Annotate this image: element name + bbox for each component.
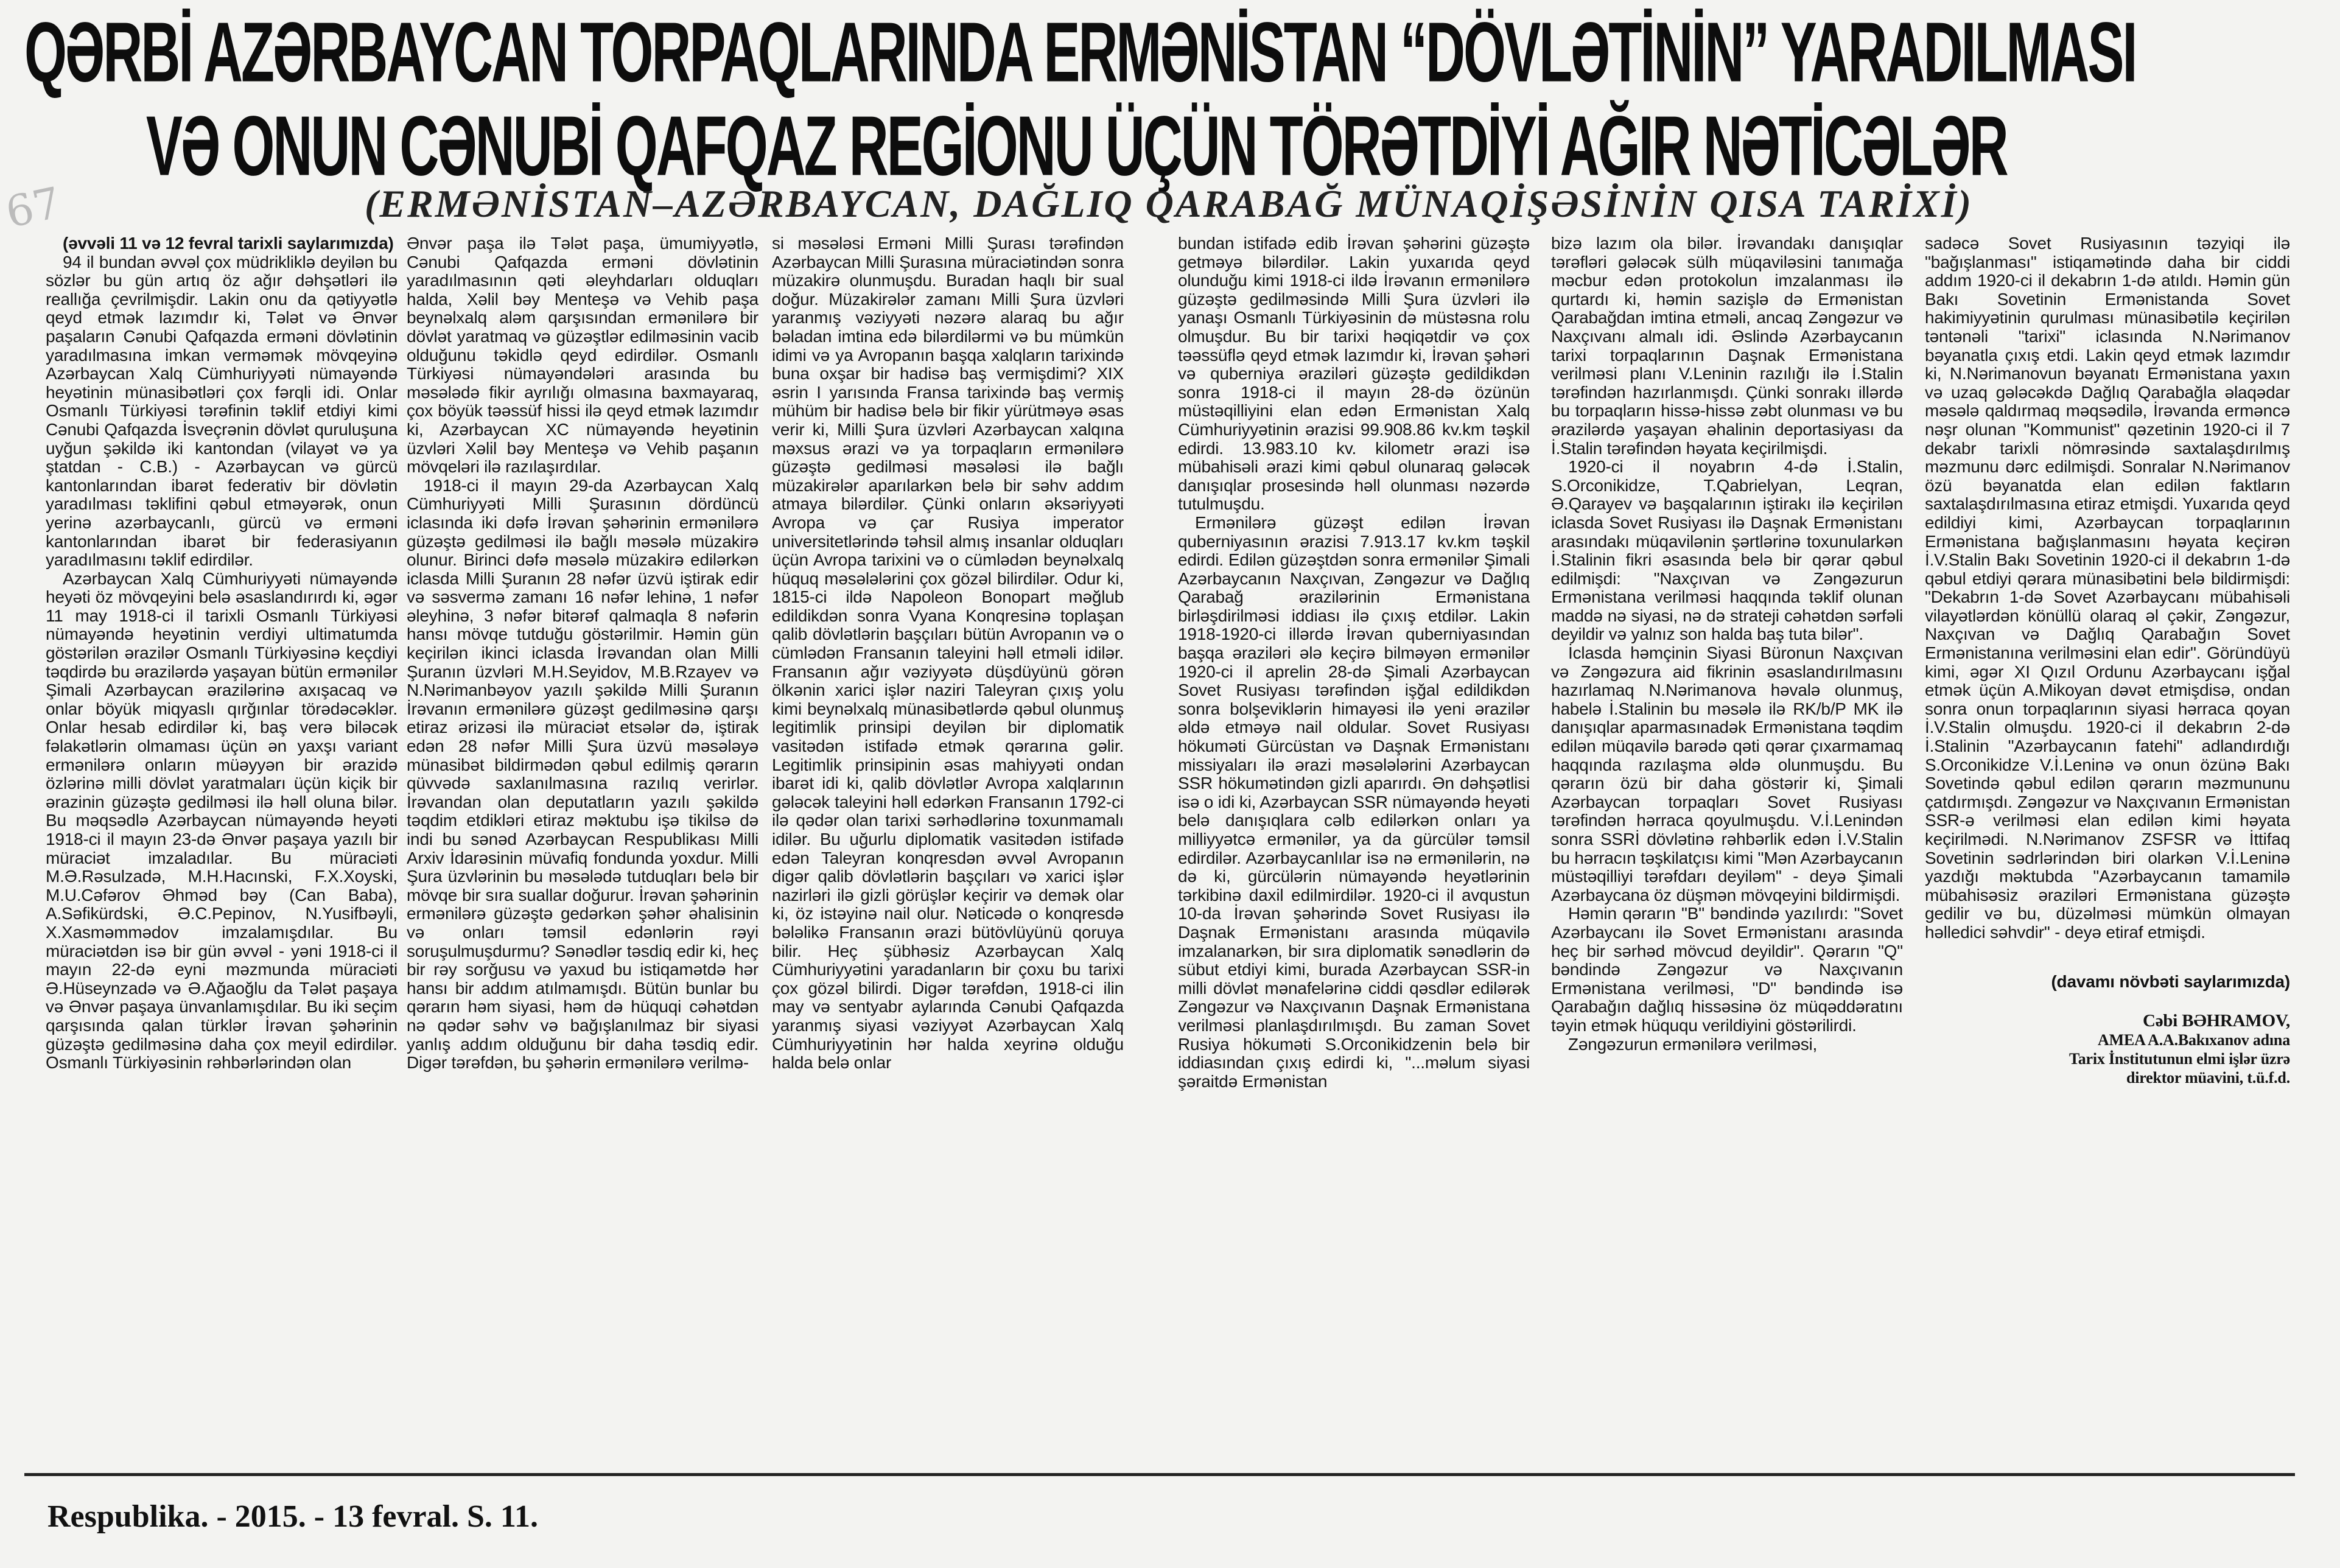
- continued-note: (davamı növbəti saylarımızda): [2051, 971, 2290, 991]
- subtitle: (ERMƏNİSTAN–AZƏRBAYCAN, DAĞLIQ QARABAĞ MÜNAQİŞƏSİNİN QISA TARİXİ): [365, 182, 1973, 225]
- paragraph: Ermənilərə güzəşt edilən İrəvan quberniyasının ərazisi 7.913.17 kv.km təşkil edirdi. Edilən güzəştdən sonra ermənilər Şimali Azərbaycanın Naxçıvan, Zəngəzur və Dağlıq Qarabağ ərazilərinin Ermənistana birləşdirilməsi iddiası ilə çıxış etdilər. Lakin 1918-1920-ci illərdə İrəvan quberniyasından başqa əraziləri ələ keçirə bilməyən ermənilər 1920-ci il aprelin 28-də Şimali Azərbaycan Sovet Rusiyası tərəfindən işğal edildikdən sonra bolşeviklərin himayəsi ilə yeni ərazilər əldə etməyə nail oldular. Sovet Rusiyası hökuməti Gürcüstan və Daşnak Ermənistanı missiyaları ilə ərazi məsələlərini Azərbaycan SSR hökumətindən gizli aparırdı. Ən dəhşətlisi isə o idi ki, Azərbaycan SSR nümayəndə heyəti belə danışıqlara cəlb edilərkən onları ya milliyyətcə ermənilər, ya da gürcülər təmsil edirdilər. Azərbaycanlılar isə nə ermənilərin, nə də ki, gürcülərin nümayəndə heyətlərinin tərkibinə daxil edilmirdilər. 1920-ci il avqustun 10-da İrəvan şəhərində Sovet Rusiyası ilə Daşnak Ermənistanı arasında müqavilə imzalanarkən, bir sıra diplomatik sənədlərin də sübut etdiyi kimi, burada Azərbaycan SSR-in milli dövlət mənafelərinə ciddi qəsdlər edilərək Zəngəzur və Naxçıvanın Daşnak Ermənistana verilməsi planlaşdırılmışdı. Bu zaman Sovet Rusiya hökuməti S.Orconikidzenin belə bir iddiasından çıxış edirdi ki, "...məlum siyasi şəraitdə Ermənistan: [1178, 513, 1530, 1091]
- paragraph: sadəcə Sovet Rusiyasının təzyiqi ilə "bağışlanması" istiqamətində daha bir ciddi addım 1920-ci il dekabrın 1-də atıldı. Həmin gün Bakı Sovetinin Ermənistanda Sovet hakimiyyətinin qurulması münasibətilə keçirilən təntənəli "tarixi" iclasında N.Nərimanov bəyanatla çıxış etdi. Lakin qeyd etmək lazımdır ki, N.Nərimanovun bəyanatı Ermənistana yaxın və uzaq gələcəkdə Dağlıq Qarabağla əlaqədar məsələ qaldırmaq məqsədilə, İrəvanda erməncə nəşr olunan "Kommunist" qəzetinin 1920-ci il 7 dekabr tarixli nömrəsində saxtalaşdırılmış məzmunu dərc edilmişdi. Sonralar N.Nərimanov özü bəyanatda elan edilən faktların saxtalaşdırılmasına etiraz etmişdi. Yuxarıda qeyd edildiyi kimi, Azərbaycan torpaqlarının Ermənistana bağışlanmasını həyata keçirən İ.V.Stalin Bakı Sovetinin 1920-ci il dekabrın 1-də qəbul etdiyi qərara münasibətini belə bildirmişdi: "Dekabrın 1-də Sovet Azərbaycanı mübahisəli vilayətlərdən könüllü olaraq əl çəkir, Zəngəzur, Naxçıvan və Dağlıq Qarabağın Sovet Ermənistanına verilməsini elan edir". Göründüyü kimi, əgər XI Qızıl Ordunu Azərbaycanı işğal etmək üçün A.Mikoyan dəvət etmişdisə, ondan sonra onun torpaqlarının siyasi hərraca qoyan İ.V.Stalin olmuşdu. 1920-ci il dekabrın 2-də İ.Stalinin "Azərbaycanın fatehi" adlandırdığı S.Orconikidze V.İ.Leninə və onun özünə Bakı Sovetində qəbul edilən qərarın məzmununu çatdırmışdı. Zəngəzur və Naxçıvanın Ermənistan SSR-ə verilməsi elan edilən kimi həyata keçirilmədi. N.Nərimanov ZSFSR və İttifaq Sovetinin sədrlərindən biri olarkən V.İ.Leninə yazdığı məktubda "Azərbaycanın tamamilə mübahisəsiz əraziləri Ermənistana güzəştə gedilir və bu, düzəlməsi mümkün olmayan həlledici səhvdir" - deyə etiraf etmişdi.: [1925, 234, 2290, 942]
- article-column-6: [1925, 234, 2290, 1087]
- handwritten-page-number: 67: [1, 177, 65, 238]
- source-citation: Respublika. - 2015. - 13 fevral. S. 11.: [47, 1499, 539, 1534]
- paragraph: 94 il bundan əvvəl çox müdrikliklə deyilən bu sözlər bu gün artıq öz ağır dəhşətləri ilə reallığa çevrilmişdir. Lakin onu da qətiyyətlə qeyd etmək lazımdır ki, Tələt və Ənvər paşaların Cənubi Qafqazda erməni dövlətinin yaradılmasına imkan verməmək mövqeyinə Azərbaycan Xalq Cümhuriyyəti nümayəndə heyətinin münasibətləri çox fərqli idi. Onlar Osmanlı Türkiyəsi tərəfinin təklif etdiyi kimi Cənubi Qafqazda İsveçrənin dövlət quruluşuna uyğun şəkildə iki kantondan (vilayət və ya ştatdan - C.B.) - Azərbaycan və gürcü kantonlarından ibarət federativ bir dövlətin yaradılması təklifini qəbul etməyərək, onun yerinə azərbaycanlı, gürcü və erməni kantonlarından ibarət bir federasiyanın yaradılmasını təklif edirdilər.: [46, 252, 398, 570]
- continuation-intro: (əvvəli 11 və 12 fevral tarixli saylarımızda): [63, 234, 394, 253]
- footer-divider: [24, 1473, 2295, 1476]
- paragraph: 1920-ci il noyabrın 4-də İ.Stalin, S.Orconikidze, T.Qabrielyan, Leqran, Ə.Qarayev və başqalarının iştirakı ilə keçirilən iclasda Sovet Rusiyası ilə Daşnak Ermənistanı arasındakı müqavilənin şərtlərinə toxunularkən İ.Stalinin fikri əsasında belə bir qərar qəbul edilmişdi: "Naxçıvan və Zəngəzurun Ermənistana verilməsi haqqında təklif olunan maddə nə siyasi, nə də strateji cəhətdən sərfəli deyildir və yalnız son halda baş tuta bilər".: [1551, 457, 1903, 644]
- paragraph: Ənvər paşa ilə Tələt paşa, ümumiyyətlə, Cənubi Qafqazda erməni dövlətinin yaradılmasının qəti əleyhdarları olduqları halda, Xəlil bəy Menteşə və Vehib paşa beynəlxalq aləm qarşısından ermənilərə bir dövlət yaratmaq və güzəştlər edilməsinin vacib olduğunu təkidlə qeyd edirdilər. Osmanlı Türkiyəsi nümayəndələri arasında bu məsələdə fikir ayrılığı olmasına baxmayaraq, çox böyük təəssüf hissi ilə qeyd etmək lazımdır ki, Azərbaycan XC nümayəndə heyətinin üzvləri Xəlil bəy Menteşə və Vehib paşanın mövqeləri ilə razılaşırdılar.: [407, 234, 758, 477]
- headline-line-2: VƏ ONUN CƏNUBİ QAFQAZ REGİONU ÜÇÜN TÖRƏTDİYİ AĞIR NƏTİCƏLƏR: [146, 99, 2007, 194]
- paragraph: 1918-ci il mayın 29-da Azərbaycan Xalq Cümhuriyyəti Milli Şurasının dördüncü iclasında iki dəfə İrəvan şəhərinin ermənilərə güzəştə gedilməsi ilə bağlı məsələ müzakirə olunur. Birinci dəfə məsələ müzakirə edilərkən iclasda Milli Şuranın 28 nəfər üzvü iştirak edir və səsvermə zamanı 16 nəfər lehinə, 1 nəfər əleyhinə, 3 nəfər bitərəf qalmaqla 8 nəfərin hansı mövqe tutduğu göstərilmir. Həmin gün keçirilən ikinci iclasda İrəvandan olan Milli Şuranın üzvləri M.H.Seyidov, M.B.Rzayev və N.Nərimanbəyov yazılı şəkildə Milli Şuranın İrəvanın ermənilərə güzəşt gedilməsinə qarşı etiraz ərizəsi ilə müraciət etsələr də, iştirak edən 28 nəfər Milli Şura üzvü məsələyə münasibət bildirmədən qəbul edilmiş qərarın qüvvədə saxlanılmasına razılıq verirlər. İrəvandan olan deputatların yazılı şəkildə təqdim etdikləri etiraz məktubu işə tikilsə də indi bu sənəd Azərbaycan Respublikası Milli Arxiv İdarəsinin müvafiq fondunda yoxdur. Milli Şura üzvlərinin bu məsələdə tutduqları belə bir mövqe bir sıra suallar doğurur. İrəvan şəhərinin ermənilərə güzəştə gedərkən şəhər əhalisinin və onları təmsil edənlərin rəyi soruşulmuşdurmu? Sənədlər təsdiq edir ki, heç bir rəy sorğusu və yaxud bu istiqamətdə hər hansı bir addım atılmamışdı. Bütün bunlar bu qərarın həm siyasi, həm də hüquqi cəhətdən nə qədər səhv və bağışlanılmaz bir siyasi yanlış addım olduğunu bir daha təsdiq edir. Digər tərəfdən, bu şəhərin ermənilərə verilmə-: [407, 475, 758, 1073]
- author-signature: [1925, 1012, 2290, 1087]
- paragraph: si məsələsi Erməni Milli Şurası tərəfindən Azərbaycan Milli Şurasına müraciətindən sonra müzakirə olunmuşdu. Buradan haqlı bir sual doğur. Müzakirələr zamanı Milli Şura üzvləri yaranmış vəziyyəti nəzərə alaraq bu ağır bəladan imtina edə bilərdilərmi və bu mümkün idimi və ya Avropanın başqa xalqların tarixində buna oxşar bir hadisə baş vermişdimi? XIX əsrin I yarısında Fransa tarixində baş vermiş mühüm bir hadisə belə bir fikir yürütməyə əsas verir ki, Milli Şura üzvləri Azərbaycan xalqına məxsus ərazi və ya torpaqların ermənilərə güzəştə gedilməsi məsələsi ilə bağlı müzakirələr aparılarkən belə bir səhv addım atmaya bilərdilər. Çünki onların əksəriyyəti Avropa və çar Rusiya imperator universitetlərində təhsil almış insanlar olduqları üçün Avropa tarixini və o cümlədən beynəlxalq hüquq məsələlərini çox gözəl bilirdilər. Odur ki, 1815-ci ildə Napoleon Bonopart məğlub edildikdən sonra Vyana Konqresinə toplaşan qalib dövlətlərin başçıları bütün Avropanın və o cümlədən Fransanın taleyini həll etməli idilər. Fransanın ağır vəziyyətə düşdüyünü görən ölkənin xarici işlər naziri Taleyran çıxış yolu kimi beynəlxalq münasibətlərdə qəbul olunmuş legitimlik prinsipi deyilən bir diplomatik vasitədən istifadə etmək qərarına gəlir. Legitimlik prinsipinin əsas mahiyyəti ondan ibarət idi ki, qalib dövlətlər Avropa xalqlarının gələcək taleyini həll edərkən Fransanın 1792-ci ilə qədər olan tarixi sərhədlərinə toxunmamalı idilər. Bu uğurlu diplomatik vasitədən istifadə edən Taleyran konqresdən əvvəl Avropanın digər qalib dövlətlərin başçıları və xarici işlər nazirləri ilə gizli görüşlər keçirir və demək olar ki, öz istəyinə nail olur. Nəticədə o konqresdə bələlikə Fransanın ərazi bütövlüyünü qoruya bilir. Heç şübhəsiz Azərbaycan Xalq Cümhuriyyətini yaradanların bir çoxu bu tarixi çox gözəl bilirdi. Digər tərəfdən, 1918-ci ilin may və sentyabr aylarında Cənubi Qafqazda yaranmış siyasi vəziyyət Azərbaycan Xalq Cümhuriyyətinin hər halda xeyrinə olduğu halda belə onlar: [772, 234, 1124, 1073]
- paragraph: bizə lazım ola bilər. İrəvandakı danışıqlar tərəfləri gələcək sülh müqaviləsini tanımağa məcbur edən protokolun imzalanması ilə qurtardı ki, həmin sazişlə də Ermənistan Qarabağdan imtina etməli, ancaq Zəngəzur və Naxçıvanı almalı idi. Əslində Azərbaycanın tarixi torpaqlarının Daşnak Ermənistana verilməsi planı V.Leninin razılığı ilə İ.Stalin tərəfindən hazırlanmışdı. Çünki sonrakı illərdə bu torpaqların hissə-hissə zəbt olunması və bu ərazilərdə yaşayan əhalinin deportasiyası da İ.Stalin tərəfindən həyata keçirilmişdi.: [1551, 234, 1903, 458]
- headline-line-1: QƏRBİ AZƏRBAYCAN TORPAQLARINDA ERMƏNİSTAN “DÖVLƏTİNİN” YARADILMASI: [24, 5, 2136, 100]
- paragraph: bundan istifadə edib İrəvan şəhərini güzəştə getməyə bilərdilər. Lakin yuxarıda qeyd olunduğu kimi 1918-ci ildə İrəvanın ermənilərə güzəştə gedilməsində Milli Şura üzvləri ilə yanaşı Osmanlı Türkiyəsinin də müstəsna rolu olmuşdur. Bu bir tarixi həqiqətdir və çox təəssüflə qeyd etmək lazımdır ki, İrəvan şəhəri və quberniya əraziləri güzəştə gedildikdən sonra 1918-ci il mayın 28-də özünün müstəqilliyini elan edən Ermənistan Xalq Cümhuriyyətinin ərazisi 99.908.86 kv.km təşkil edirdi. 13.983.10 kv. kilometr ərazi isə mübahisəli ərazi kimi qəbul olunaraq gələcək danışıqlar prosesində həll olunması nəzərdə tutulmuşdu.: [1178, 234, 1530, 514]
- author-name: Cəbi BƏHRAMOV,: [2142, 1011, 2290, 1031]
- paragraph: Həmin qərarın "B" bəndində yazılırdı: "Sovet Azərbaycanı ilə Sovet Ermənistanı arasında heç bir sərhəd mövcud deyildir". Qərarın "Q" bəndində Zəngəzur və Naxçıvanın Ermənistana verilməsi, "D" bəndində isə Qarabağın dağlıq hissəsinə öz müqəddəratını təyin etmək hüququ verildiyini göstərilirdi.: [1551, 904, 1903, 1035]
- paragraph: Azərbaycan Xalq Cümhuriyyəti nümayəndə heyəti öz mövqeyini belə əsaslandırırdı ki, əgər 11 may 1918-ci il tarixli Osmanlı Türkiyəsi nümayəndə heyətinin verdiyi ultimatumda göstərilən ərazilər Osmanlı Türkiyəsinə keçdiyi təqdirdə bu ərazilərdə yaşayan bütün ermənilər Şimali Azərbaycan ərazilərinə axışacaq və onlar böyük miqyaslı qırğınlar törədəcəklər. Onlar hesab edirdilər ki, baş verə biləcək fəlakətlərin olmaması üçün ən yaxşı variant ermənilərə onların müəyyən bir ərazidə özlərinə milli dövlət yaratmaları üçün kiçik bir ərazinin güzəştə gedilməsi ilə həll oluna bilər. Bu məqsədlə Azərbaycan nümayəndə heyəti 1918-ci il mayın 23-də Ənvər paşaya yazılı bir müraciət imzaladılar. Bu müraciəti M.Ə.Rəsulzadə, M.H.Hacınski, F.X.Xoyski, M.U.Cəfərov Əhməd bəy (Can Baba), A.Səfikürdski, Ə.C.Pepinov, N.Yusifbəyli, X.Xasməmmədov imzalamışdılar. Bu müraciətdən isə bir gün əvvəl - yəni 1918-ci il mayın 22-də eyni məzmunda müraciəti Ə.Hüseynzadə və Ə.Ağaoğlu da Tələt paşaya və Ənvər paşaya ünvanlamışdılar. Bu iki seçim qarşısında qalan türklər İrəvan şəhərinin güzəştə gedilməsinə daha çox meyil edirdilər. Osmanlı Türkiyəsinin rəhbərlərindən olan: [46, 569, 398, 1073]
- author-affiliation: Tarix İnstitutunun elmi işlər üzrə: [2069, 1050, 2290, 1068]
- article-column-4: [1178, 234, 1530, 1091]
- article-column-3: [772, 234, 1124, 1073]
- paragraph: İclasda həmçinin Siyasi Büronun Naxçıvan və Zəngəzura aid fikrinin əsaslandırılmasını hazırlamaq N.Nərimanova həvalə olunmuş, habelə İ.Stalinin bu məsələ ilə RK/b/P MK ilə danışıqlar aparmasınadək Ermənistana təqdim edilən müqavilə barədə qəti qərar çıxarmamaq haqqında razılaşma əldə olunmuşdu. Bu qərarın özü bir daha göstərir ki, Şimali Azərbaycan torpaqları Sovet Rusiyası tərəfindən hərraca qoyulmuşdu. V.İ.Lenindən sonra SSRİ dövlətinə rəhbərlik edən İ.V.Stalin bu hərracın təşkilatçısı kimi "Mən Azərbaycanın müstəqilliyi tərəfdarı deyiləm" - deyə Şimali Azərbaycana öz düşmən mövqeyini bildirmişdi.: [1551, 643, 1903, 905]
- paragraph: Zəngəzurun ermənilərə verilməsi,: [1568, 1034, 1818, 1054]
- article-column-5: [1551, 234, 1903, 1054]
- article-column-2: [407, 234, 758, 1073]
- article-column-1: [46, 234, 398, 1073]
- author-position: direktor müavini, t.ü.f.d.: [2126, 1069, 2290, 1087]
- author-affiliation: AMEA A.A.Bakıxanov adına: [2098, 1031, 2290, 1049]
